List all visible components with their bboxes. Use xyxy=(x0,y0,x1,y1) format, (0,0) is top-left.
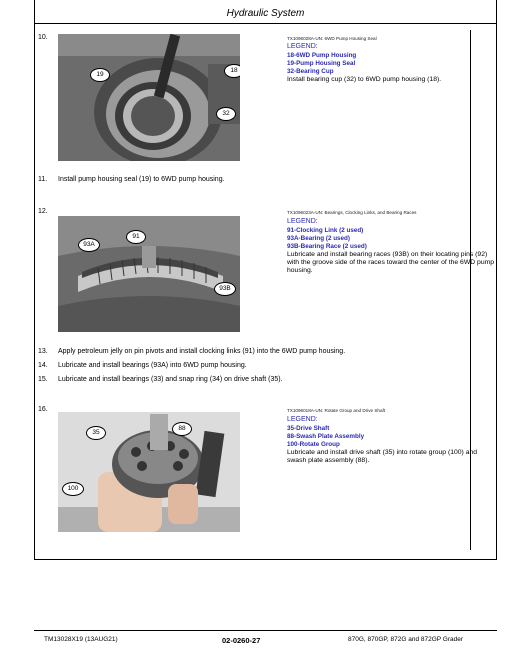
legend-item: 18-6WD Pump Housing xyxy=(287,52,357,59)
step-instruction: Lubricate and install bearings (93A) into 6WD pump housing. xyxy=(58,362,247,369)
step-number: 11. xyxy=(38,176,48,183)
callout-91: 91 xyxy=(126,230,146,244)
callout-18: 18 xyxy=(224,64,240,78)
step-number: 15. xyxy=(38,376,48,383)
step-instruction: Lubricate and install bearings (33) and snap ring (34) on drive shaft (35). xyxy=(58,376,283,383)
callout-32: 32 xyxy=(216,107,236,121)
callout-93a: 93A xyxy=(78,238,100,252)
legend-heading: LEGEND: xyxy=(287,43,318,50)
photo-pump-housing-seal xyxy=(58,34,240,161)
figure-caption: TX1096028A-UN: 6WD Pump Housing Seal xyxy=(287,36,377,41)
legend-item: 19-Pump Housing Seal xyxy=(287,60,356,67)
bearings-illustration xyxy=(58,216,240,332)
footer-divider xyxy=(34,630,497,631)
legend-heading: LEGEND: xyxy=(287,416,318,423)
figure-caption: TX1096018A-UN: Rotate Group and Drive Shaft xyxy=(287,408,386,413)
legend-item: 100-Rotate Group xyxy=(287,441,340,448)
step-number: 14. xyxy=(38,362,48,369)
callout-100: 100 xyxy=(62,482,84,496)
step-instruction: Lubricate and install drive shaft (35) into rotate group (100) and swash plate assembly (88). xyxy=(287,449,478,465)
callout-93b: 93B xyxy=(214,282,236,296)
photo-rotate-group xyxy=(58,412,240,532)
photo-bearings-links xyxy=(58,216,240,332)
legend-item: 35-Drive Shaft xyxy=(287,425,330,432)
step-instruction: Install pump housing seal (19) to 6WD pump housing. xyxy=(58,176,225,183)
callout-19: 19 xyxy=(90,68,110,82)
step-number: 10. xyxy=(38,34,48,41)
legend-heading: LEGEND: xyxy=(287,218,318,225)
step-number: 13. xyxy=(38,348,48,355)
footer-doc-id: TM13028X19 (13AUG21) xyxy=(44,636,118,643)
step-number: 12. xyxy=(38,208,48,215)
page-title: Hydraulic System xyxy=(226,8,305,19)
legend-item: 32-Bearing Cup xyxy=(287,68,334,75)
right-margin-line xyxy=(470,30,471,550)
footer-model: 870G, 870GP, 872G and 872GP Grader xyxy=(348,636,464,643)
step-instruction: Lubricate and install bearing races (93B) on their locating pins (92) with the groove side of the races toward the center of the 6WD pump housing. xyxy=(287,251,495,275)
legend-item: 88-Swash Plate Assembly xyxy=(287,433,365,440)
legend-item: 91-Clocking Link (2 used) xyxy=(287,227,364,234)
step-instruction: Apply petroleum jelly on pin pivots and install clocking links (91) into the 6WD pump housing. xyxy=(58,348,346,355)
step-instruction: Install bearing cup (32) to 6WD pump housing (18). xyxy=(287,76,442,83)
pump-housing-illustration xyxy=(58,34,240,161)
legend-item: 93B-Bearing Race (2 used) xyxy=(287,243,367,250)
callout-88: 88 xyxy=(172,422,192,436)
step-number: 16. xyxy=(38,406,48,413)
rotate-group-illustration xyxy=(58,412,240,532)
footer-page-number: 02-0260-27 xyxy=(222,636,261,645)
callout-35: 35 xyxy=(86,426,106,440)
legend-item: 93A-Bearing (2 used) xyxy=(287,235,350,242)
figure-caption: TX1096023A-UN: Bearings, Clocking Links, and Bearing Races xyxy=(287,210,417,215)
